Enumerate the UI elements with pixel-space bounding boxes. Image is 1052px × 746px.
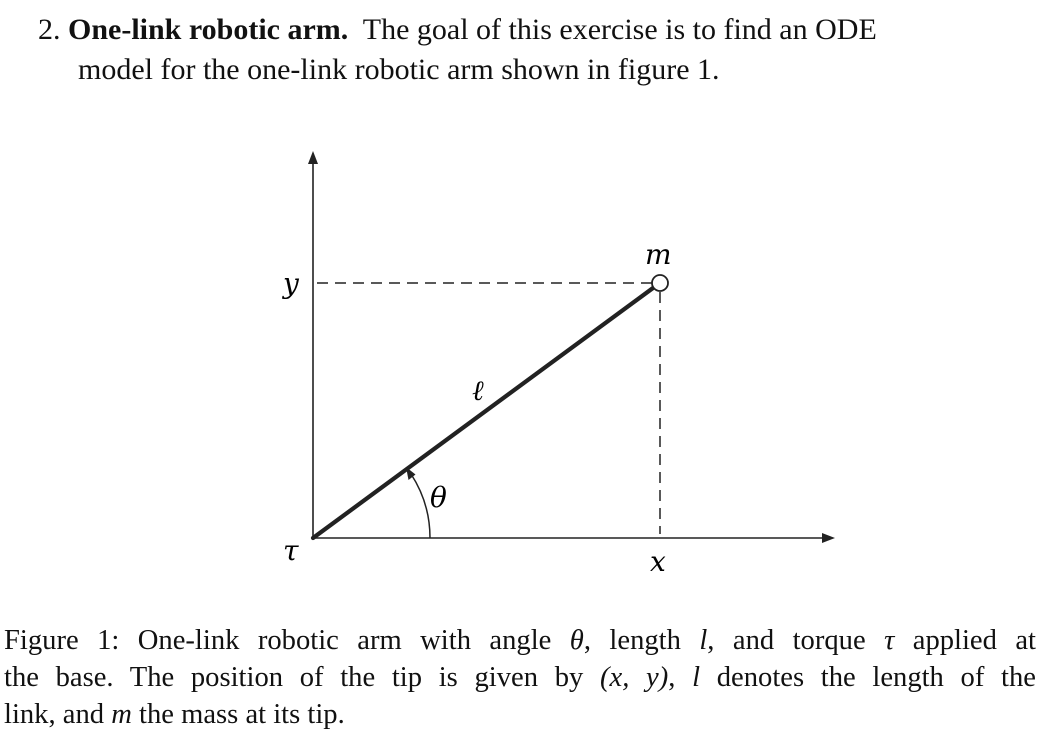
- caption-line-3: link, and m the mass at its tip.: [4, 699, 345, 730]
- xy-symbol: (x, y): [599, 662, 669, 693]
- m-label: m: [645, 238, 672, 271]
- tau-label: τ: [283, 534, 299, 567]
- l-symbol-2: l: [692, 662, 701, 693]
- theta-arc: [411, 474, 430, 538]
- problem-title: One-link robotic arm.: [68, 13, 349, 46]
- l-symbol: l: [699, 625, 708, 656]
- theta-symbol: θ: [569, 625, 584, 656]
- tau-symbol: τ: [884, 625, 895, 656]
- caption-line-1: Figure 1: One-link robotic arm with angle θ, length l, and torque τ applied at: [4, 625, 1036, 656]
- theta-label: θ: [430, 481, 447, 514]
- problem-line-2: model for the one-link robotic arm shown in figure 1.: [78, 53, 720, 86]
- tip-mass: [652, 275, 668, 291]
- x-axis-arrowhead: [822, 533, 835, 543]
- y-label: y: [283, 267, 299, 300]
- ell-label: ℓ: [472, 374, 484, 407]
- problem-number: 2.: [38, 13, 61, 46]
- problem-text-1: The goal of this exercise is to find an ODE: [362, 13, 877, 46]
- arm-link: [313, 288, 653, 538]
- y-axis-arrowhead: [308, 151, 318, 164]
- figure-caption: [4, 622, 1036, 733]
- m-symbol: m: [111, 699, 132, 730]
- x-label: x: [650, 545, 666, 578]
- caption-line-2: the base. The position of the tip is given by (x, y), l denotes the length of the: [4, 662, 1036, 693]
